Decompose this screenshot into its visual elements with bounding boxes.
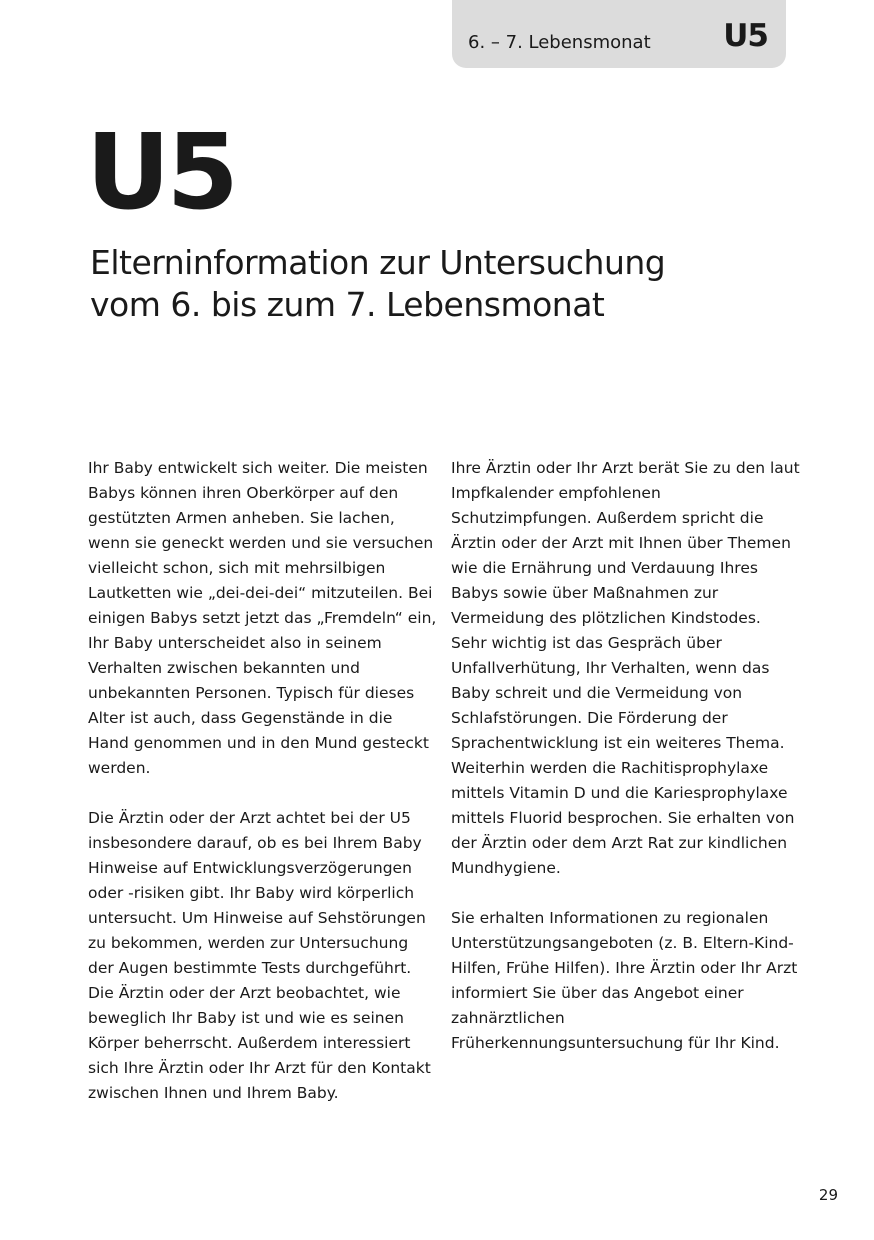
paragraph-development: Ihr Baby entwickelt sich weiter. Die meisten Babys können ihren Oberkörper auf den gestützten Armen anheben. Sie lachen, wenn sie geneckt werden und sie versuchen vielleicht schon, sich mit mehrsilbigen Lautketten wie „dei-dei-dei“ mitzuteilen. Bei einigen Babys setzt jetzt das „Fremdeln“ ein, Ihr Baby unterscheidet also in seinem Verhalten zwischen bekannten und unbekannten Personen. Typisch für dieses Alter ist auch, dass Gegenstände in die Hand genommen und in den Mund gesteckt werden. xyxy=(88,459,437,777)
exam-code-heading: U5 xyxy=(86,111,235,233)
header-age-label: 6. – 7. Lebensmonat xyxy=(468,32,651,53)
header-tab xyxy=(452,0,786,68)
page-title-line-2: vom 6. bis zum 7. Lebensmonat xyxy=(90,285,605,324)
header-exam-code: U5 xyxy=(723,18,768,54)
page-title xyxy=(90,242,790,326)
paragraph-counseling: Ihre Ärztin oder Ihr Arzt berät Sie zu den laut Impfkalender empfohlenen Schutzimpfungen. Außerdem spricht die Ärztin oder der Arzt mit Ihnen über Themen wie die Ernährung und Verdauung Ihres Babys sowie über Maßnahmen zur Vermeidung des plötzlichen Kindstodes. Sehr wichtig ist das Gespräch über Unfallverhütung, Ihr Verhalten, wenn das Baby schreit und die Vermeidung von Schlafstörungen. Die Förderung der Sprachentwicklung ist ein weiteres Thema. Weiterhin werden die Rachitisprophylaxe mittels Vitamin D und die Kariesprophylaxe mittels Fluorid besprochen. Sie erhalten von der Ärztin oder dem Arzt Rat zur kindlichen Mundhygiene. xyxy=(451,459,800,877)
page-title-line-1: Elterninformation zur Untersuchung xyxy=(90,243,666,282)
text-column-left xyxy=(88,456,438,1131)
page-number: 29 xyxy=(818,1186,838,1204)
text-column-right xyxy=(451,456,801,1081)
paragraph-examination: Die Ärztin oder der Arzt achtet bei der U5 insbesondere darauf, ob es bei Ihrem Baby Hinweise auf Entwicklungsverzögerungen oder -risiken gibt. Ihr Baby wird körperlich untersucht. Um Hinweise auf Sehstörungen zu bekommen, werden zur Untersuchung der Augen bestimmte Tests durchgeführt. Die Ärztin oder der Arzt beobachtet, wie beweglich Ihr Baby ist und wie es seinen Körper beherrscht. Außerdem interessiert sich Ihre Ärztin oder Ihr Arzt für den Kontakt zwischen Ihnen und Ihrem Baby. xyxy=(88,809,431,1102)
paragraph-support-offers: Sie erhalten Informationen zu regionalen Unterstützungsangeboten (z. B. Eltern-Kind-Hilfen, Frühe Hilfen). Ihre Ärztin oder Ihr Arzt informiert Sie über das Angebot einer zahnärztlichen Früherkennungsuntersuchung für Ihr Kind. xyxy=(451,909,798,1052)
